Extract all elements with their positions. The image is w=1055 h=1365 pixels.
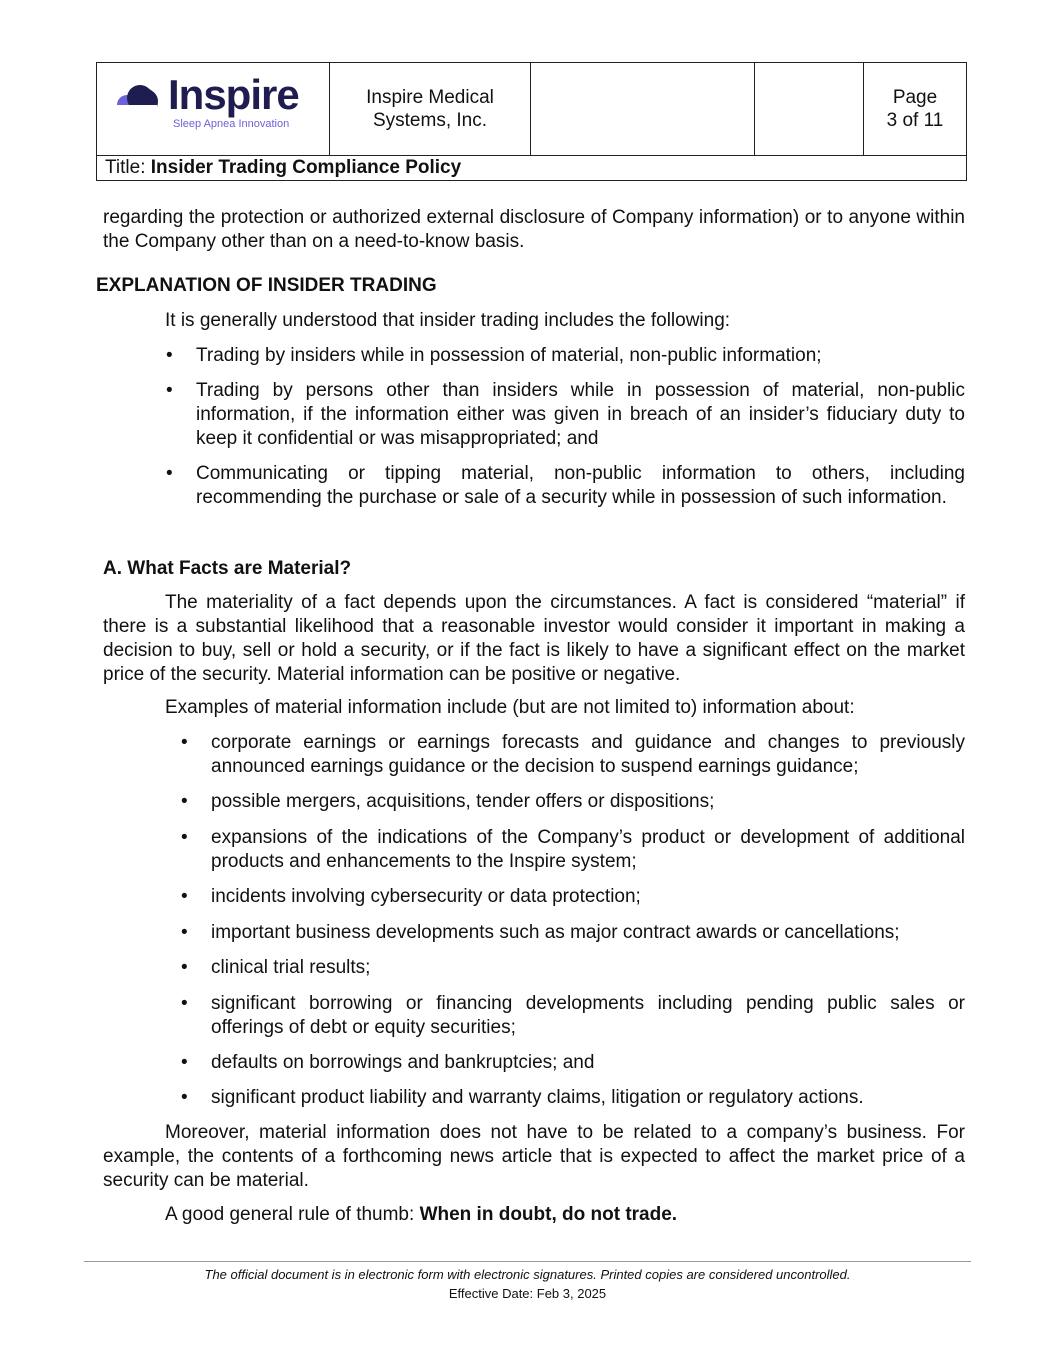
bullet-icon: • (181, 886, 188, 907)
moreover-paragraph: Moreover, material information does not have to be related to a company’s business. For example, the contents of a forthcoming news article that is expected to affect the market price of a security can be material. (103, 1122, 965, 1191)
intro-paragraph: It is generally understood that insider trading includes the following: (165, 310, 731, 331)
logo-tagline: Sleep Apnea Innovation (173, 117, 290, 130)
logo-cell (97, 63, 330, 156)
materiality-paragraph: The materiality of a fact depends upon the circumstances. A fact is considered “material” if there is a substantial likelihood that a reasonable investor would consider it important in making a decision to buy, sell or hold a security, or if the fact is likely to have a significant effect on the market price of the security. Material information can be positive or negative. (103, 592, 965, 685)
document-title: Insider Trading Compliance Policy (150, 157, 462, 178)
title-label: Title: (105, 157, 151, 178)
bullet-icon: • (181, 732, 188, 753)
company-line-2: Systems, Inc. (372, 110, 488, 131)
bullet-icon: • (166, 380, 173, 401)
footer-disclaimer: The official document is in electronic form with electronic signatures. Printed copies are considered uncontrolled. (204, 1267, 851, 1282)
list-item: incidents involving cybersecurity or data protection; (211, 886, 641, 907)
page-number: 3 of 11 (886, 110, 944, 131)
page-label: Page (892, 87, 938, 108)
bullet-icon: • (181, 791, 188, 812)
bullet-icon: • (166, 345, 173, 366)
list-item: defaults on borrowings and bankruptcies; and (211, 1052, 595, 1073)
continuation-paragraph: regarding the protection or authorized external disclosure of Company information) or to anyone within the Company other than on a need-to-know basis. (103, 207, 965, 252)
bullet-icon: • (181, 957, 188, 978)
bullet-icon: • (181, 827, 188, 848)
empty-header-cell (531, 63, 755, 156)
examples-intro: Examples of material information include (but are not limited to) information about: (165, 697, 855, 718)
bullet-icon: • (181, 922, 188, 943)
bullet-icon: • (166, 463, 173, 484)
list-item: corporate earnings or earnings forecasts and guidance and changes to previously announced earnings guidance or the decision to suspend earnings guidance; (211, 732, 965, 777)
rule-prefix: A good general rule of thumb: (165, 1204, 420, 1225)
list-item: clinical trial results; (211, 957, 371, 978)
list-item: expansions of the indications of the Company’s product or development of additional products and enhancements to the Inspire system; (211, 827, 965, 872)
list-item: Trading by persons other than insiders while in possession of material, non-public information, if the information either was given in breach of an insider’s fiduciary duty to keep it confidential or was misappropriated; and (196, 380, 965, 449)
cloud-logo-icon (113, 81, 165, 117)
page-number-cell (864, 63, 967, 156)
empty-header-cell (755, 63, 864, 156)
bullet-icon: • (181, 1087, 188, 1108)
list-item: Communicating or tipping material, non-public information to others, including recommending the purchase or sale of a security while in possession of such information. (196, 463, 965, 508)
list-item: possible mergers, acquisitions, tender offers or dispositions; (211, 791, 715, 812)
inspire-logo (113, 70, 313, 137)
bullet-icon: • (181, 993, 188, 1014)
footer-effective-date: Effective Date: Feb 3, 2025 (448, 1286, 607, 1301)
rule-emphasis: When in doubt, do not trade. (419, 1204, 678, 1225)
subheading: A. What Facts are Material? (103, 558, 352, 579)
document-header (96, 62, 967, 181)
title-row (97, 156, 967, 181)
list-item: Trading by insiders while in possession of material, non-public information; (196, 345, 822, 366)
rule-of-thumb (165, 1203, 677, 1227)
list-item: significant borrowing or financing developments including pending public sales or offerings of debt or equity securities; (211, 993, 965, 1038)
list-item: significant product liability and warranty claims, litigation or regulatory actions. (211, 1087, 864, 1108)
section-heading: EXPLANATION OF INSIDER TRADING (96, 275, 437, 296)
bullet-icon: • (181, 1052, 188, 1073)
company-line-1: Inspire Medical (366, 87, 494, 108)
footer-divider (84, 1261, 971, 1262)
logo-wordmark: Inspire (168, 70, 299, 118)
company-name-cell (330, 63, 531, 156)
list-item: important business developments such as major contract awards or cancellations; (211, 922, 900, 943)
